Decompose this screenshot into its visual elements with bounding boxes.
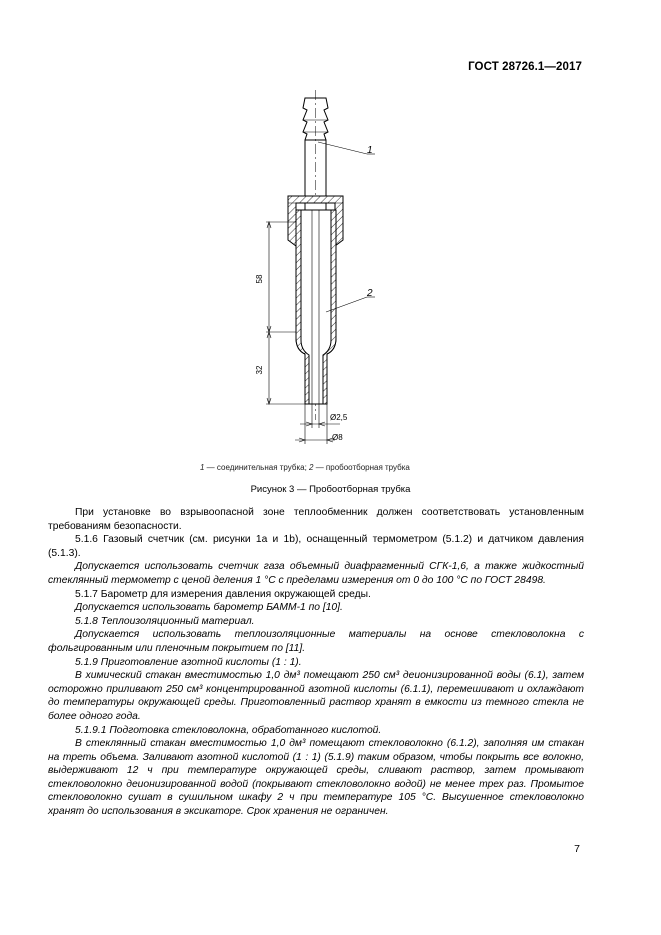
paragraph: 5.1.8 Теплоизоляционный материал. [75,615,255,627]
paragraph: Допускается использовать барометр БАММ-1 по [10]. [75,602,343,614]
paragraph: 5.1.6 Газовый счетчик (см. рисунки 1а и 1b), оснащенный термометром (5.1.2) и датчиком давления (5.1.3). [48,534,584,559]
sampling-tube-drawing [0,0,661,460]
sampling-tube [296,210,336,404]
legend-num-1: 1 [200,463,205,472]
paragraph: Допускается использовать теплоизоляционные материалы на основе стекловолокна с фольгированным или пленочным покрытием по [11]. [48,629,584,654]
callout-1: 1 [367,145,373,156]
legend-num-2: 2 [309,463,314,472]
legend-text-1: — соединительная трубка; [204,463,310,472]
paragraph: В химический стакан вместимостью 1,0 дм³ помещают 250 см³ деионизированной воды (6.1), затем осторожно приливают 250 см³ концентрированной азотной кислоты (6.1.1), перемешивают и охлаждают до температуры окружающей среды. Приготовленный раствор хранят в емкости из темного стекла не более одного года. [48,670,584,722]
paragraph: 5.1.9.1 Подготовка стекловолокна, обработанного кислотой. [75,724,382,736]
dimension-58: 58 [255,274,264,284]
standard-number: ГОСТ 28726.1—2017 [468,61,582,73]
paragraph: Допускается использовать счетчик газа объемный диафрагменный СГК-1,6, а также жидкостный стеклянный термометр с ценой деления 1 °С с пределами измерения от 0 до 100 °С по ГОСТ 28498. [48,561,584,586]
dimension-dia-8: Ø8 [332,433,343,442]
body-text [48,506,584,819]
paragraph: При установке во взрывоопасной зоне теплообменник должен соответствовать установленным требованиям безопасности. [48,507,584,532]
legend-text-2: — пробоотборная трубка [313,463,410,472]
paragraph: В стеклянный стакан вместимостью 1,0 дм³ помещают стекловолокно (6.1.2), заполняя им стакан на треть объема. Заливают азотной кислотой (1 : 1) (5.1.9) таким образом, чтобы покрыть все волокно, выдерживают 12 ч при температуре окружающей среды, сливают раствор, затем промывают стекловолокно деионизированной водой (покрывают стекловолокно водой) не менее трех раз. Промытое стекловолокно сушат в сушильном шкафу 2 ч при температуре 105 °С. Высушенное стекловолокно хранят до использования в эксикаторе. Срок хранения не ограничен. [48,738,584,818]
dimension-dia-2-5: Ø2,5 [330,413,348,422]
paragraph: 5.1.9 Приготовление азотной кислоты (1 : 1). [75,656,302,668]
page-number: 7 [574,843,580,855]
callout-2: 2 [367,288,373,299]
figure-caption: Рисунок 3 — Пробоотборная трубка [250,484,411,495]
paragraph: 5.1.7 Барометр для измерения давления окружающей среды. [75,588,371,600]
dimension-32: 32 [255,365,264,375]
figure-legend [200,463,410,472]
